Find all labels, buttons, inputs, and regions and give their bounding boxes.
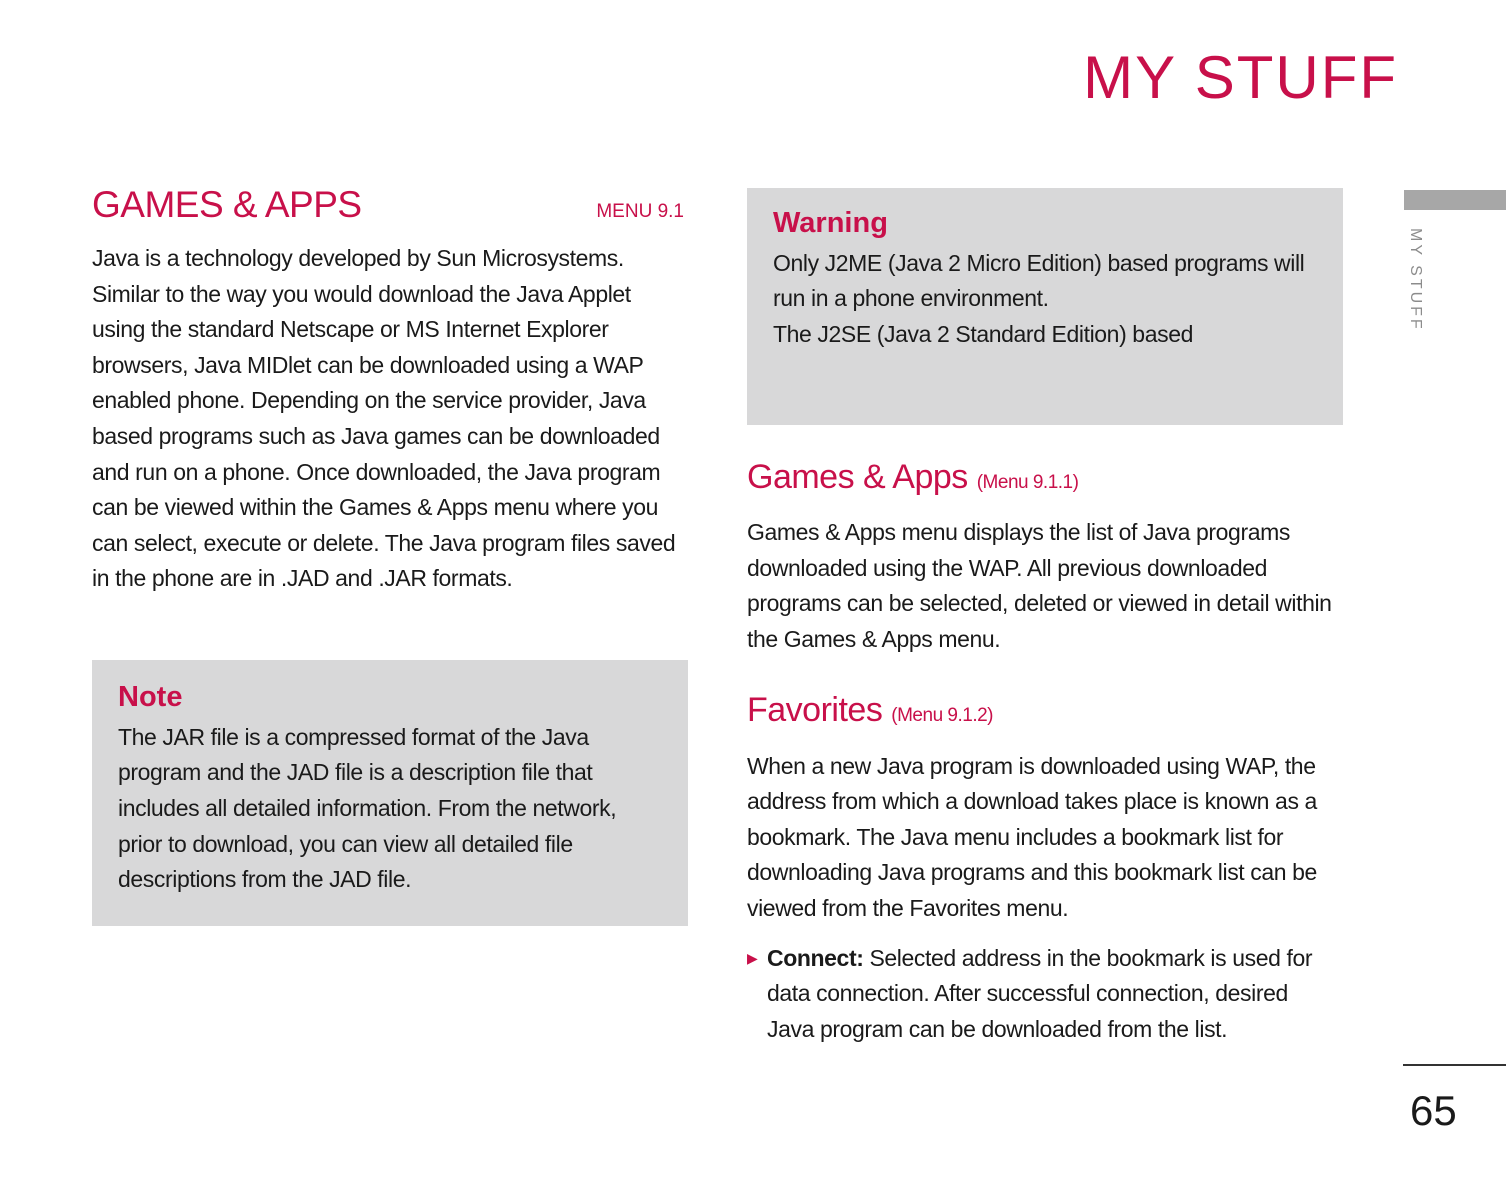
favorites-title: Favorites [747, 691, 883, 730]
side-tab-label: MY STUFF [1407, 228, 1424, 332]
triangle-right-icon: ▶ [747, 949, 758, 966]
connect-text [767, 941, 1339, 1048]
intro-paragraph: Java is a technology developed by Sun Microsystems. Similar to the way you would download the Java Applet using the standard Netscape or MS Internet Explorer browsers, Java MIDlet can be downloaded using a WAP enabled phone. Depending on the service provider, Java based programs such as Java games can be downloaded and run on a phone. Once downloaded, the Java program can be viewed within the Games & Apps menu where you can select, execute or delete. The Java program files saved in the phone are in .JAD and .JAR formats. [92, 245, 676, 592]
left-column [92, 186, 684, 597]
favorites-menu-code: (Menu 9.1.2) [891, 705, 994, 727]
note-text: The JAR file is a compressed format of the Java program and the JAD file is a description file that includes all detailed information. From the network, prior to download, you can view all detailed file descriptions from the JAD file. [118, 723, 617, 893]
section-header [92, 186, 684, 223]
menu-code: MENU 9.1 [596, 201, 684, 222]
games-apps-menu-code: (Menu 9.1.1) [976, 472, 1079, 493]
favorites-text: When a new Java program is downloaded using WAP, the address from which a download takes place is known as a bookmark. The Java menu includes a bookmark list for downloading Java programs and this bookmark list can be viewed from the Favorites menu. [747, 752, 1317, 921]
warning-box [747, 188, 1343, 425]
page-number-rule [1403, 1064, 1506, 1066]
page-number: 65 [1410, 1087, 1457, 1134]
note-box [92, 660, 688, 926]
page-title: MY STUFF [1083, 44, 1398, 111]
games-apps-text: Games & Apps menu displays the list of Java programs downloaded using the WAP. All previous downloaded programs can be selected, deleted or viewed in detail within the Games & Apps menu. [747, 519, 1332, 652]
side-tab-bar [1404, 190, 1506, 210]
favorites-heading [747, 691, 1339, 730]
note-title: Note [118, 681, 183, 713]
games-apps-heading [747, 458, 1339, 497]
games-apps-title: Games & Apps [747, 458, 968, 496]
warning-text-2: The J2SE (Java 2 Standard Edition) based [773, 321, 1193, 348]
favorites-section [747, 691, 1339, 1047]
warning-title: Warning [773, 207, 888, 239]
section-title: GAMES & APPS [92, 184, 362, 225]
connect-label: Connect: [767, 944, 864, 971]
right-column [747, 458, 1339, 1047]
connect-bullet [747, 941, 1339, 1048]
warning-text-1: Only J2ME (Java 2 Micro Edition) based programs will run in a phone environment. [773, 249, 1305, 312]
connect-description: Selected address in the bookmark is used for data connection. After successful connection, desired Java program can be downloaded from the list. [767, 944, 1313, 1042]
